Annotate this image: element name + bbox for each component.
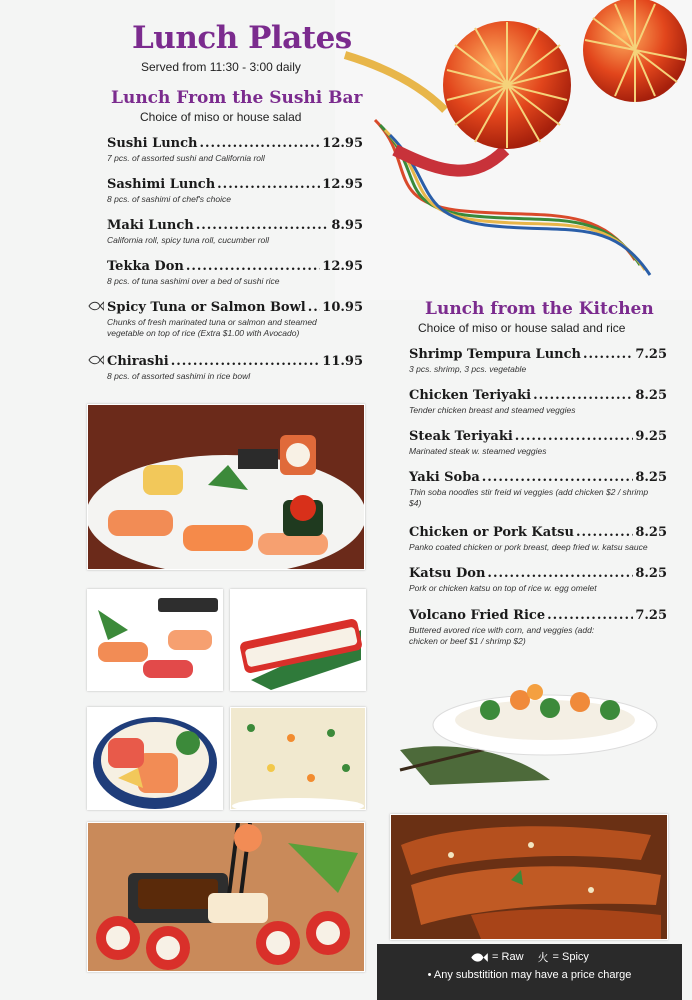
shrimp-rice-bowl-photo [390,680,680,790]
kitchen-subtitle: Choice of miso or house salad and rice [418,321,626,335]
substitution-note: • Any substitition may have a price charge [427,969,632,981]
item-description: 3 pcs. shrimp, 3 pcs. vegetable [409,364,527,374]
legend-footer [377,944,682,1000]
kitchen-title: Lunch from the Kitchen [425,299,654,319]
fried-rice-photo [230,707,366,810]
menu-item [409,566,667,594]
item-price: 12.95 [322,177,363,192]
item-name: Spicy Tuna or Salmon Bowl [107,300,306,315]
item-price: 7.25 [635,347,667,362]
item-name: Steak Teriyaki [409,429,513,444]
item-description: Tender chicken breast and steamed veggies [409,405,576,415]
item-name: Maki Lunch [107,218,194,233]
sushi-bar-title: Lunch From the Sushi Bar [111,88,363,108]
spicy-legend-label: = Spicy [552,951,589,963]
sushi-bar-subtitle: Choice of miso or house salad [140,110,302,124]
page-subtitle: Served from 11:30 - 3:00 daily [141,60,301,74]
item-price: 11.95 [322,354,363,369]
menu-item [107,177,363,205]
page-title: Lunch Plates [132,20,352,56]
item-description: Marinated steak w. steamed veggies [409,446,547,456]
item-name: Sushi Lunch [107,136,198,151]
item-name: Tekka Don [107,259,184,274]
menu-item [409,470,667,509]
menu-item [107,259,363,287]
item-description: Buttered avored rice with corn, and veggies (add: chicken or beef $1 / shrimp $2) [409,625,595,646]
item-description: 8 pcs. of tuna sashimi over a bed of sushi rice [107,276,280,286]
spicy-icon: 火 [537,952,549,964]
menu-item [107,218,363,246]
menu-item [107,136,363,164]
raw-fish-icon [470,952,488,963]
item-description: 7 pcs. of assorted sushi and California roll [107,153,265,163]
item-price: 12.95 [322,136,363,151]
item-name: Sashimi Lunch [107,177,216,192]
item-description: Thin soba noodles stir freid wi veggies (add chicken $2 / shrimp $4) [409,487,649,508]
item-name: Chicken or Pork Katsu [409,525,574,540]
chirashi-bowl-photo [87,707,223,810]
menu-item [107,300,363,339]
item-description: California roll, spicy tuna roll, cucumber roll [107,235,270,245]
item-price: 8.25 [635,525,667,540]
item-price: 9.25 [635,429,667,444]
nigiri-plate-photo [87,589,223,691]
menu-item [409,388,667,416]
item-price: 7.25 [635,608,667,623]
item-description: 8 pcs. of assorted sashimi in rice bowl [107,371,251,381]
sushi-platter-photo [87,404,365,570]
item-name: Chirashi [107,354,169,369]
item-description: Pork or chicken katsu on top of rice w. egg omelet [409,583,597,593]
menu-item [409,525,667,553]
item-name: Chicken Teriyaki [409,388,532,403]
menu-item [409,429,667,457]
raw-legend-label: = Raw [492,951,524,963]
item-price: 12.95 [322,259,363,274]
item-price: 8.25 [635,388,667,403]
sushi-rolls-chopsticks-photo [87,822,365,972]
teriyaki-salmon-photo [390,814,668,940]
item-name: Volcano Fried Rice [409,608,546,623]
item-price: 8.95 [331,218,363,233]
item-description: Panko coated chicken or pork breast, deep fried w. katsu sauce [409,542,648,552]
menu-item [409,347,667,375]
menu-item [107,354,363,382]
item-name: Shrimp Tempura Lunch [409,347,581,362]
item-name: Katsu Don [409,566,486,581]
item-description: Chunks of fresh marinated tuna or salmon and steamed vegetable on top of rice (Extra $1.00 with Avocado) [107,317,317,338]
raw-fish-icon [88,355,104,365]
item-price: 10.95 [322,300,363,315]
item-price: 8.25 [635,470,667,485]
item-name: Yaki Soba [409,470,480,485]
item-price: 8.25 [635,566,667,581]
raw-fish-icon [88,301,104,311]
item-description: 8 pcs. of sashimi of chef's choice [107,194,231,204]
roll-plate-photo [230,589,366,691]
temari-balls-image [335,0,692,300]
menu-item [409,608,667,647]
